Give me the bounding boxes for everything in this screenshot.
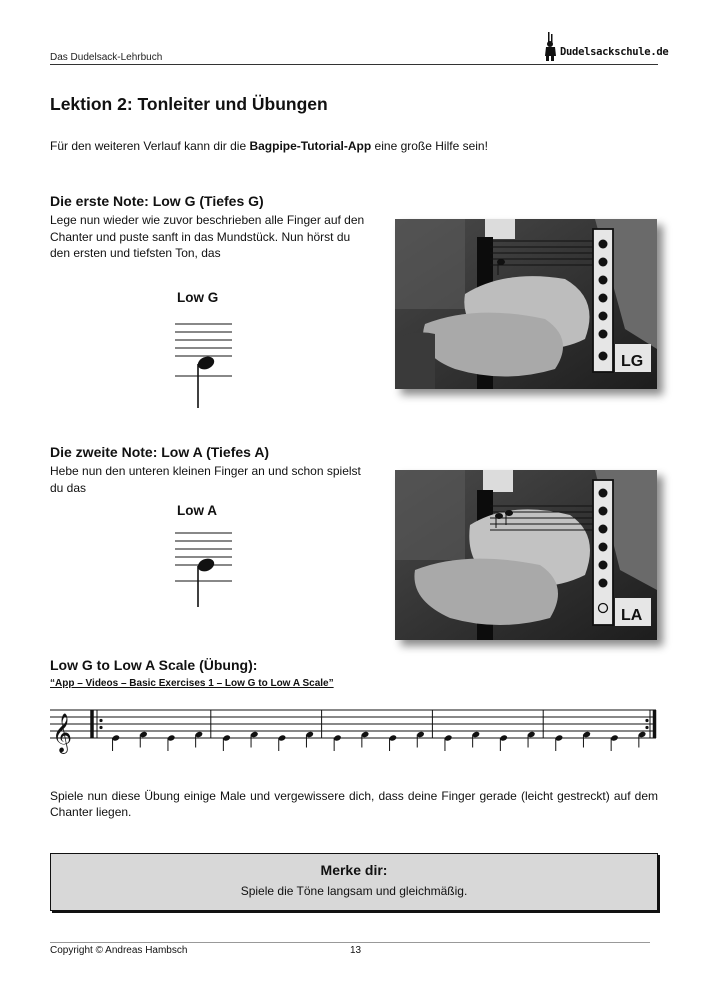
exercise-title: Low G to Low A Scale (Übung): — [50, 657, 258, 673]
exercise-note-a — [139, 731, 148, 748]
lesson-intro: Für den weiteren Verlauf kann dir die Bagpipe-Tutorial-App eine große Hilfe sein! — [50, 139, 488, 153]
exercise-note-a — [250, 731, 259, 748]
practice-text: Spiele nun diese Übung einige Male und vergewissere dich, dass deine Finger gerade (leicht gestreckt) auf dem Chanter liegen. — [50, 789, 658, 819]
note2-label: Low A — [177, 503, 217, 518]
site-logo — [540, 30, 669, 62]
low-g-note — [196, 354, 216, 371]
note2-title: Die zweite Note: Low A (Tiefes A) — [50, 444, 270, 460]
note1-title: Die erste Note: Low G (Tiefes G) — [50, 193, 264, 209]
repeat-dot — [99, 726, 102, 729]
remember-box — [50, 853, 658, 911]
exercise-note-g — [333, 734, 342, 751]
copyright: Copyright © Andreas Hambsch — [50, 945, 188, 956]
exercise-note-a — [527, 731, 536, 748]
logo-text: Dudelsackschule.de — [560, 46, 669, 58]
exercise-note-a — [582, 731, 591, 748]
low-g-fingering-tag: LG — [621, 353, 644, 370]
remember-text: Spiele die Töne langsam und gleichmäßig. — [240, 884, 468, 898]
bagpiper-icon — [540, 30, 560, 62]
exercise-note-g — [112, 734, 121, 751]
low-a-fingering-tag: LA — [621, 607, 643, 624]
exercise-note-g — [444, 734, 453, 751]
exercise-note-g — [555, 734, 564, 751]
note1-label: Low G — [177, 290, 219, 305]
low-a-hand-photo — [395, 470, 657, 640]
low-g-staff — [170, 318, 236, 410]
header-divider — [50, 64, 658, 65]
exercise-note-g — [278, 734, 287, 751]
repeat-dot — [99, 719, 102, 722]
exercise-reference: “App – Videos – Basic Exercises 1 – Low G to Low A Scale” — [50, 678, 334, 689]
exercise-note-g — [499, 734, 508, 751]
remember-title: Merke dir: — [320, 862, 388, 878]
exercise-note-g — [610, 734, 619, 751]
page-number: 13 — [350, 945, 362, 956]
low-a-note — [196, 556, 216, 573]
lesson-title: Lektion 2: Tonleiter und Übungen — [50, 94, 328, 114]
treble-clef-icon: 𝄞 — [52, 713, 73, 753]
exercise-note-g — [389, 734, 398, 751]
note1-text: Lege nun wieder wie zuvor beschrieben alle Finger auf den Chanter und puste sanft in das Mundstück. Nun hörst du den ersten und tiefsten Ton, das — [50, 213, 365, 260]
repeat-dot — [645, 726, 648, 729]
exercise-note-a — [638, 731, 647, 748]
note2-text: Hebe nun den unteren kleinen Finger an und schon spielst du das — [50, 464, 361, 495]
exercise-note-a — [305, 731, 314, 748]
exercise-note-a — [416, 731, 425, 748]
exercise-note-g — [222, 734, 231, 751]
low-a-staff — [170, 531, 236, 609]
exercise-note-a — [361, 731, 370, 748]
exercise-note-a — [195, 731, 204, 748]
exercise-note-g — [167, 734, 176, 751]
low-g-hand-photo — [395, 219, 657, 389]
exercise-staff — [48, 700, 660, 760]
exercise-note-a — [472, 731, 481, 748]
app-name: Bagpipe-Tutorial-App — [249, 139, 372, 153]
book-title: Das Dudelsack-Lehrbuch — [50, 52, 163, 63]
repeat-dot — [645, 719, 648, 722]
footer-divider — [50, 942, 650, 943]
